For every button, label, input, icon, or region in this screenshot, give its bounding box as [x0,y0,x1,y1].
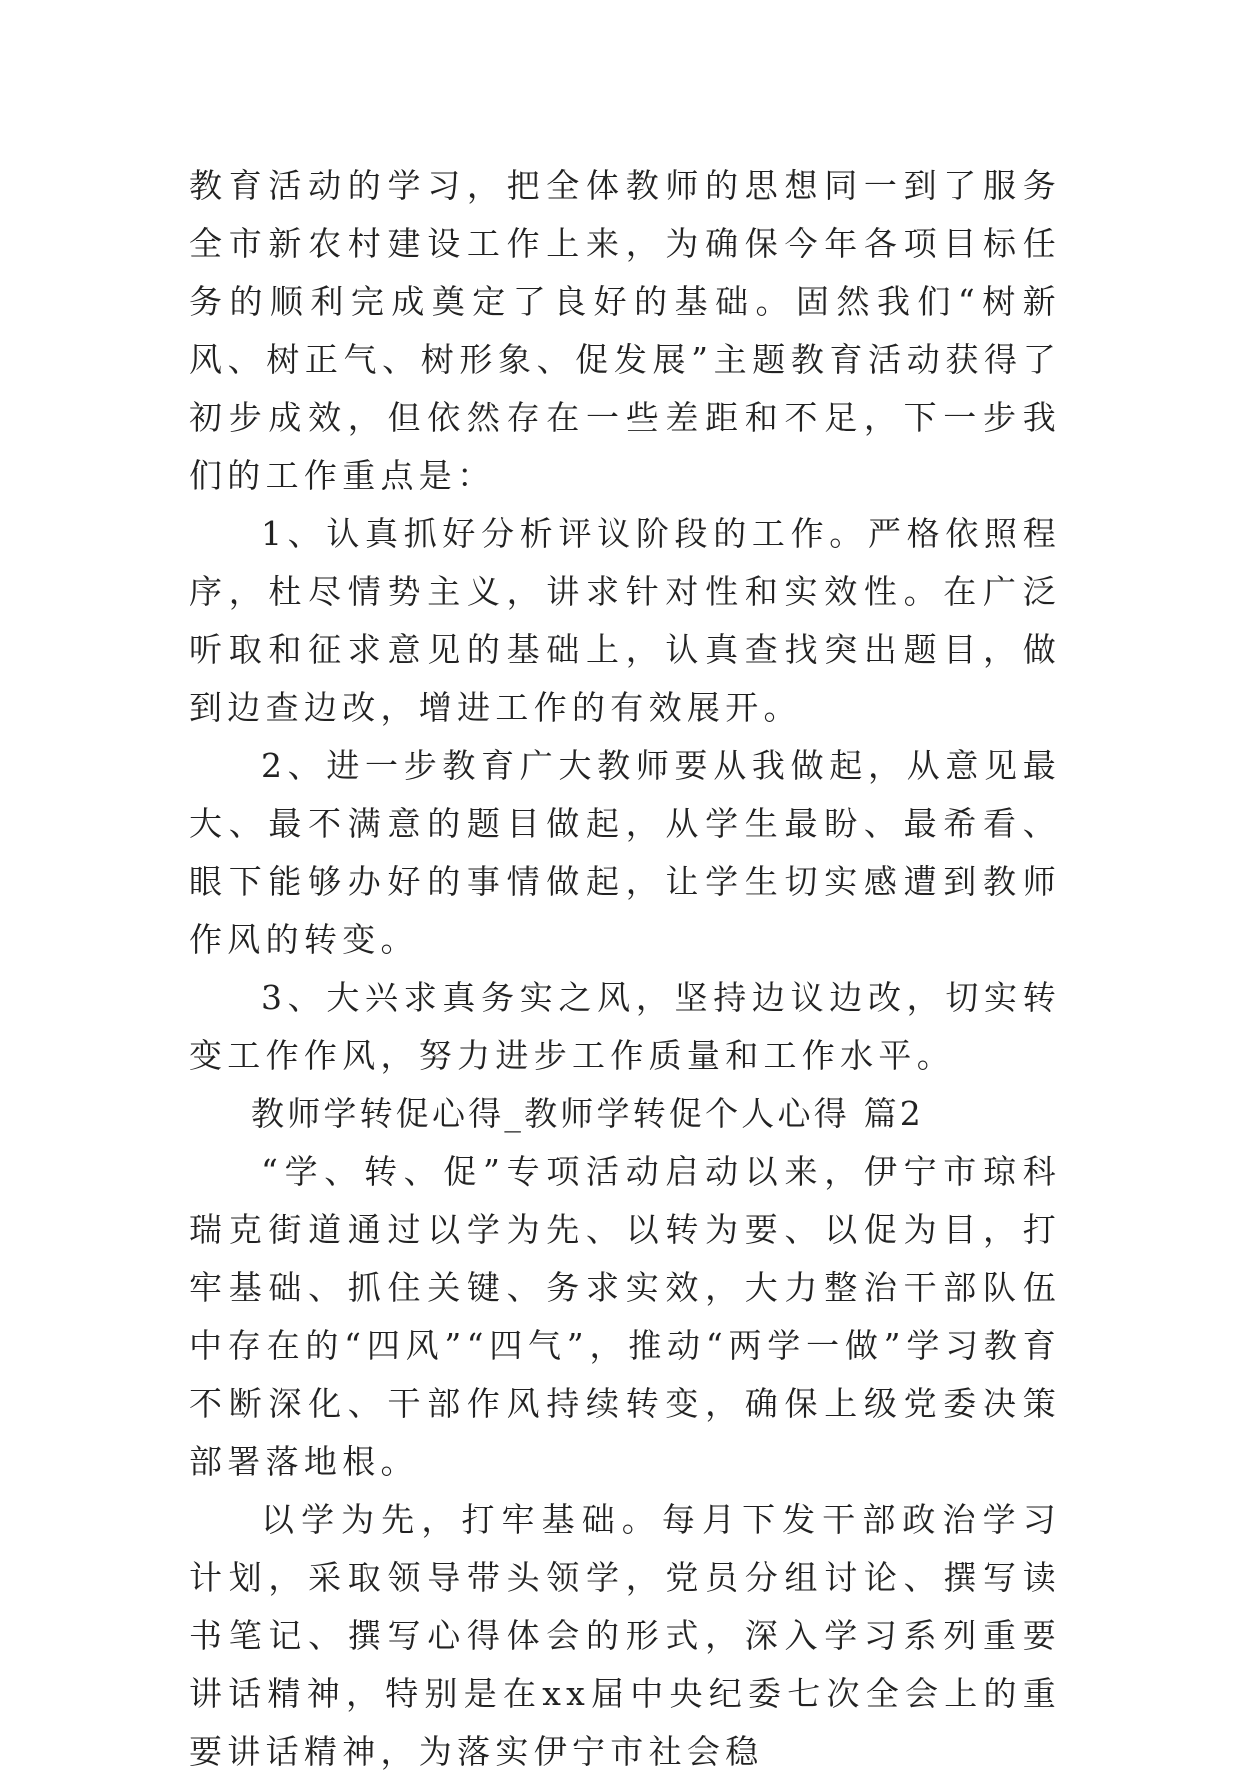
paragraph: 2、进一步教育广大教师要从我做起，从意见最大、最不满意的题目做起，从学生最盼、最希看、眼下能够办好的事情做起，让学生切实感遭到教师作风的转变。 [189,746,1061,959]
document-body [189,157,1061,1781]
paragraph: 以学为先，打牢基础。每月下发干部政治学习计划，采取领导带头领学，党员分组讨论、撰写读书笔记、撰写心得体会的形式，深入学习系列重要讲话精神，特别是在xx届中央纪委七次全会上的重要讲话精神，为落实伊宁市社会稳 [189,1500,1061,1771]
section-heading: 教师学转促心得_教师学转促个人心得 篇2 [251,1094,924,1133]
paragraph: 3、大兴求真务实之风，坚持边议边改，切实转变工作作风，努力进步工作质量和工作水平。 [189,978,1061,1075]
paragraph: 1、认真抓好分析评议阶段的工作。严格依照程序，杜尽情势主义，讲求针对性和实效性。在广泛听取和征求意见的基础上，认真查找突出题目，做到边查边改，增进工作的有效展开。 [189,514,1061,727]
paragraph: “学、转、促”专项活动启动以来，伊宁市琼科瑞克街道通过以学为先、以转为要、以促为目，打牢基础、抓住关键、务求实效，大力整治干部队伍中存在的“四风”“四气”，推动“两学一做”学习教育不断深化、干部作风持续转变，确保上级党委决策部署落地根。 [189,1152,1061,1481]
paragraph: 教育活动的学习，把全体教师的思想同一到了服务全市新农村建设工作上来，为确保今年各项目标任务的顺利完成奠定了良好的基础。固然我们“树新风、树正气、树形象、促发展”主题教育活动获得了初步成效，但依然存在一些差距和不足，下一步我们的工作重点是： [189,166,1061,495]
